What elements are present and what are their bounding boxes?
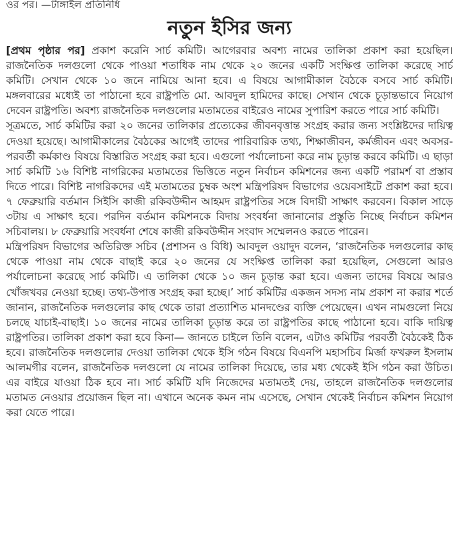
article-paragraph-2: সূত্রমতে, সার্চ কমিটির করা ২০ জনের তালিকার প্রত্যেকের জীবনবৃত্তান্ত সংগ্রহ করার জন্য সংশ্লিষ্টদের দায়িত্ব দেওয়া হয়েছে। আগামীকালের বৈঠকের আগেই তাদের পারিবারিক তথ্য, শিক্ষাজীবন, কর্মজীবন এবং অবসর-পরবর্তী কর্মকাণ্ড বিষয়ে বিস্তারিত সংগ্রহ করা হবে। এগুলো পর্যালোচনা করে নাম চূড়ান্ত করবে কমিটি। এ ছাড়া সার্চ কমিটি ১৬ বিশিষ্ট নাগরিকের মতামতের ভিত্তিতে নতুন নির্বাচন কমিশনের জন্য একটি পরামর্শ বা প্রস্তাব দিতে পারে। বিশিষ্ট নাগরিকদের এই মতামতের চুম্বক অংশ মন্ত্রিপরিষদ বিভাগের ওয়েবসাইটে প্রকাশ করা হবে। ৭ ফেব্রুয়ারি বর্তমান সিইসি কাজী রকিবউদ্দীন আহমদ রাষ্ট্রপতির সঙ্গে বিদায়ী সাক্ষাৎ করবেন। বিকাল সাড়ে ৩টায় এ সাক্ষাৎ হবে। পরদিন বর্তমান কমিশনকে বিদায় সংবর্ধনা জানানোর প্রস্তুতি নিচ্ছে নির্বাচন কমিশন সচিবালয়। ৮ ফেব্রুয়ারি সংবর্ধনা শেষে কাজী রকিবউদ্দীন সংবাদ সম্মেলনও করতে পারেন। xyxy=(6,120,453,239)
continuation-strip: ওর পর। —টাঙ্গাইল প্রতিনিধি xyxy=(6,0,120,11)
article-headline: নতুন ইসির জন্য xyxy=(167,17,292,39)
continuation-tag: [প্রথম পৃষ্ঠার পর] xyxy=(6,45,85,57)
article-body xyxy=(6,44,453,544)
article-paragraph-3: মন্ত্রিপরিষদ বিভাগের অতিরিক্ত সচিব (প্রশাসন ও বিধি) আবদুল ওয়াদুদ বলেন, ‘রাজনৈতিক দলগুলোর কাছ থেকে পাওয়া নাম থেকে বাছাই করে ২০ জনের যে সংক্ষিপ্ত তালিকা করা হয়েছিল, সেগুলো আরও পর্যালোচনা করেছে সার্চ কমিটি। এ তালিকা থেকে ১০ জন চূড়ান্ত করা হবে। এজন্য তাদের বিষয়ে আরও খোঁজখবর নেওয়া হচ্ছে। তথ্য-উপাত্ত সংগ্রহ করা হচ্ছে।’ সার্চ কমিটির একজন সদস্য নাম প্রকাশ না করার শর্তে জানান, রাজনৈতিক দলগুলোর কাছ থেকে তারা প্রত্যাশিত মানদণ্ডের ব্যক্তি পেয়েছেন। এখন নামগুলো নিয়ে চলছে যাচাই-বাছাই। ১০ জনের নামের তালিকা চূড়ান্ত করে তা রাষ্ট্রপতির কাছে পাঠানো হবে। বাকি দায়িত্ব রাষ্ট্রপতির। তালিকা প্রকাশ করা হবে কিনা— জানতে চাইলে তিনি বলেন, এটাও কমিটির পরবর্তী বৈঠকেই ঠিক হবে। রাজনৈতিক দলগুলোর দেওয়া তালিকা থেকে ইসি গঠন বিষয়ে বিএনপি মহাসচিব মির্জা ফখরুল ইসলাম আলমগীর বলেন, রাজনৈতিক দলগুলো যে নামের তালিকা দিয়েছে, তার মধ্য থেকেই ইসি গঠন করা উচিত। এর বাইরে যাওয়া ঠিক হবে না। সার্চ কমিটি যদি নিজেদের মতামতই দেয়, তাহলে রাজনৈতিক দলগুলোর মতামত নেওয়ার প্রয়োজন ছিল না। এখানে অনেক কমন নাম এসেছে, সেখান থেকেই নির্বাচন কমিশন নিয়োগ করা যেতে পারে। xyxy=(6,241,453,420)
article-paragraph-1 xyxy=(6,44,453,119)
paragraph-text: প্রকাশ করেনি সার্চ কমিটি। আগেরবার অবশ্য নামের তালিকা প্রকাশ করা হয়েছিল। রাজনৈতিক দলগুলো থেকে পাওয়া শতাধিক নাম থেকে ২০ জনের একটি সংক্ষিপ্ত তালিকা করেছে সার্চ কমিটি। সেখান থেকে ১০ জনে নামিয়ে আনা হবে। এ বিষয়ে আগামীকাল বৈঠকে বসবে সার্চ কমিটি। মঙ্গলবারের মধ্যেই তা পাঠানো হবে রাষ্ট্রপতি মো. আবদুল হামিদের কাছে। সেখান থেকে চূড়ান্তভাবে নিয়োগ দেবেন রাষ্ট্রপতি। অবশ্য রাজনৈতিক দলগুলোর মতামতের বাইরেও নামের সুপারিশ করতে পারে সার্চ কমিটি। xyxy=(6,45,453,118)
